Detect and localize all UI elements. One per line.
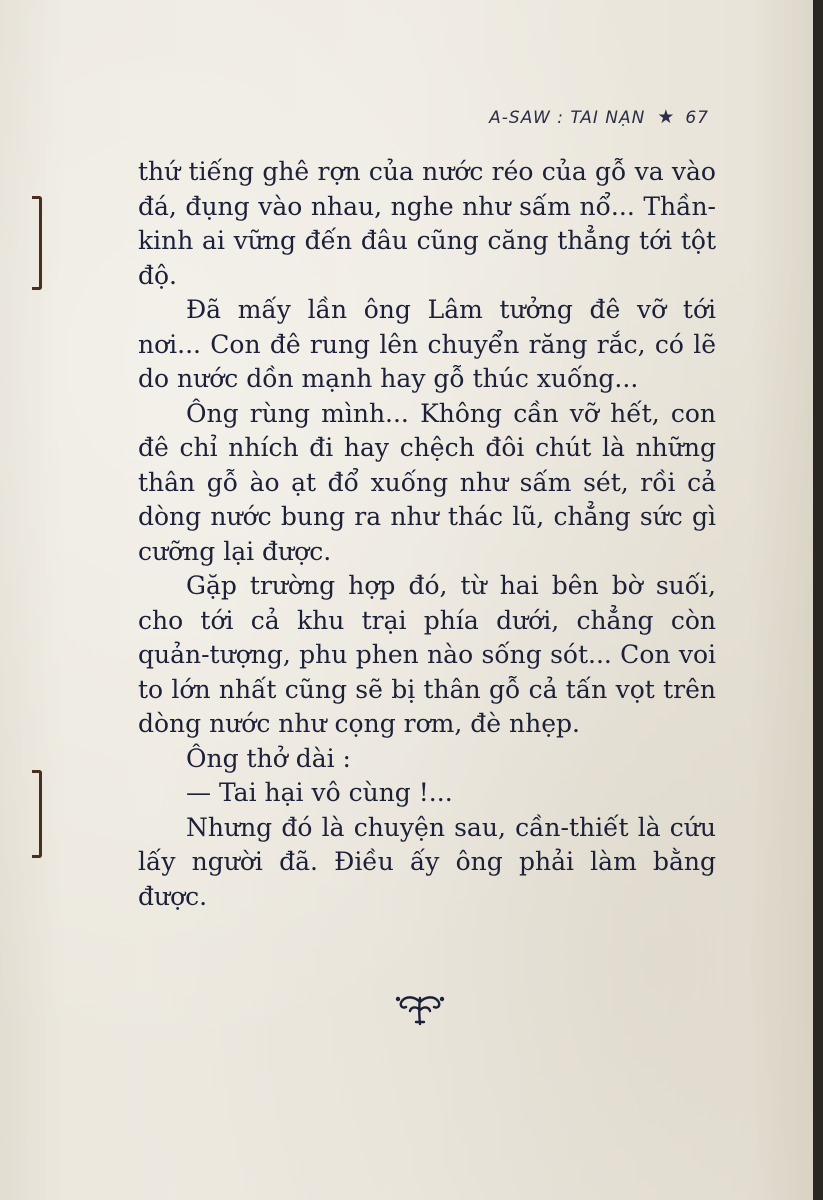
paragraph-3: Ông rùng mình... Không cần vỡ hết, con đê chỉ nhích đi hay chệch đôi chút là những thân gỗ ào ạt đổ xuống như sấm sét, rồi cả dòng nước bung ra như thác lũ, chẳng sức gì cưỡng lại được. <box>138 398 716 566</box>
paragraph-1: thứ tiếng ghê rợn của nước réo của gỗ va vào đá, đụng vào nhau, nghe như sấm nổ... Thần-kinh ai vững đến đâu cũng căng thẳng tới tột độ. <box>138 157 716 290</box>
running-header <box>489 106 709 128</box>
paragraph-2: Đã mấy lần ông Lâm tưởng đê vỡ tới nơi... Con đê rung lên chuyển răng rắc, có lẽ do nước dồn mạnh hay gỗ thúc xuống... <box>138 295 716 393</box>
dialogue-line: — Tai hại vô cùng !... <box>186 778 453 807</box>
paragraph-5: Ông thở dài : <box>186 743 351 773</box>
star-icon: ★ <box>657 106 676 128</box>
page-number: 67 <box>685 108 709 128</box>
binding-stitch-top <box>32 196 42 290</box>
binding-stitch-bottom <box>32 770 42 858</box>
fleuron-ornament-icon <box>392 992 448 1026</box>
paragraph-4: Gặp trường hợp đó, từ hai bên bờ suối, cho tới cả khu trại phía dưới, chẳng còn quản-tượng, phu phen nào sống sót... Con voi to lớn nhất cũng sẽ bị thân gỗ cả tấn vọt trên dòng nước như cọng rơm, đè nhẹp. <box>138 571 716 738</box>
chapter-title: A-SAW : TAI NẠN <box>489 108 646 128</box>
paragraph-7: Nhưng đó là chuyện sau, cần-thiết là cứu lấy người đã. Điều ấy ông phải làm bằng được. <box>138 812 716 911</box>
body-text <box>138 155 716 914</box>
